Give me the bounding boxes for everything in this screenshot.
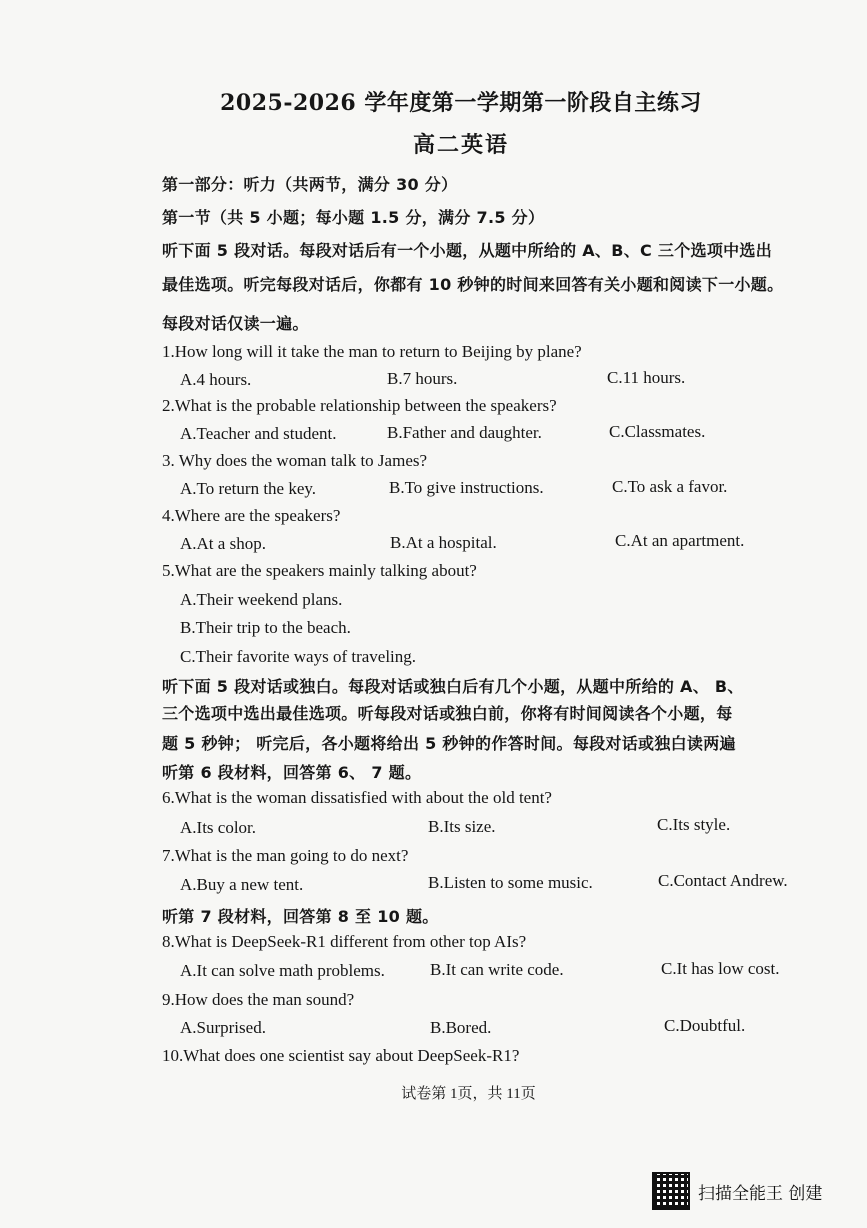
q3-option-c: C.To ask a favor. [612,477,728,496]
q7-option-c: C.Contact Andrew. [658,871,788,890]
q2-option-c: C.Classmates. [609,422,706,441]
q8-option-c: C.It has low cost. [661,959,780,978]
q8-option-a: A.It can solve math problems. [180,961,385,980]
q6-option-c: C.Its style. [657,815,731,834]
q4-option-c: C.At an apartment. [615,531,745,550]
question-5: 5.What are the speakers mainly talking about? [162,561,477,580]
instruction-line-2: 最佳选项。听完每段对话后，你都有 10 秒钟的时间来回答有关小题和阅读下一小题。 [162,275,784,294]
question-2: 2.What is the probable relationship between the speakers? [162,396,557,415]
question-7: 7.What is the man going to do next? [162,846,409,865]
q2-option-a: A.Teacher and student. [180,424,337,443]
question-9: 9.How does the man sound? [162,990,355,1009]
page-subtitle: 高二英语 [412,132,509,158]
q8-option-b: B.It can write code. [430,960,564,979]
q4-option-a: A.At a shop. [180,534,266,553]
section2-instruction-2: 三个选项中选出最佳选项。听每段对话或独白前，你将有时间阅读各个小题，每 [162,704,733,723]
q1-option-c: C.11 hours. [607,368,686,387]
q2-option-b: B.Father and daughter. [387,423,542,442]
question-1: 1.How long will it take the man to return to Beijing by plane? [162,342,582,361]
part1-heading: 第一部分：听力（共两节，满分 30 分） [162,175,458,194]
section1-heading: 第一节（共 5 小题；每小题 1.5 分，满分 7.5 分） [162,208,545,227]
section2-instruction-1: 听下面 5 段对话或独白。每段对话或独白后有几个小题，从题中所给的 A、 B、 [162,677,744,696]
scanner-label: 扫描全能王 创建 [698,1183,823,1204]
q3-option-b: B.To give instructions. [389,478,544,497]
question-8: 8.What is DeepSeek-R1 different from other top AIs? [162,932,527,951]
q7-option-b: B.Listen to some music. [428,873,593,892]
section2-instruction-4: 听第 6 段材料，回答第 6、 7 题。 [162,763,422,782]
qr-code-icon [652,1172,690,1210]
section2-instruction-3: 题 5 秒钟； 听完后，各小题将给出 5 秒钟的作答时间。每段对话或独白读两遍 [162,734,736,753]
page-title: 2025-2026 学年度第一学期第一阶段自主练习 [220,90,702,116]
material7-heading: 听第 7 段材料，回答第 8 至 10 题。 [162,907,439,926]
q5-option-c: C.Their favorite ways of traveling. [180,647,417,666]
q6-option-b: B.Its size. [428,817,496,836]
q5-option-b: B.Their trip to the beach. [180,618,351,637]
q3-option-a: A.To return the key. [180,479,317,498]
q9-option-c: C.Doubtful. [664,1016,746,1035]
question-3: 3. Why does the woman talk to James? [162,451,428,470]
q9-option-a: A.Surprised. [180,1018,266,1037]
q1-option-b: B.7 hours. [387,369,458,388]
question-6: 6.What is the woman dissatisfied with about the old tent? [162,788,552,807]
q7-option-a: A.Buy a new tent. [180,875,304,894]
q5-option-a: A.Their weekend plans. [180,590,343,609]
q9-option-b: B.Bored. [430,1018,492,1037]
page-footer: 试卷第 1页，共 11页 [401,1086,536,1102]
q6-option-a: A.Its color. [180,818,257,837]
scanner-watermark [652,1172,822,1210]
q4-option-b: B.At a hospital. [390,533,497,552]
question-10: 10.What does one scientist say about DeepSeek-R1? [162,1046,520,1065]
instruction-line-1: 听下面 5 段对话。每段对话后有一个小题，从题中所给的 A、B、C 三个选项中选出 [162,241,773,260]
q1-option-a: A.4 hours. [180,370,252,389]
question-4: 4.Where are the speakers? [162,506,341,525]
instruction-line-3: 每段对话仅读一遍。 [162,314,309,333]
